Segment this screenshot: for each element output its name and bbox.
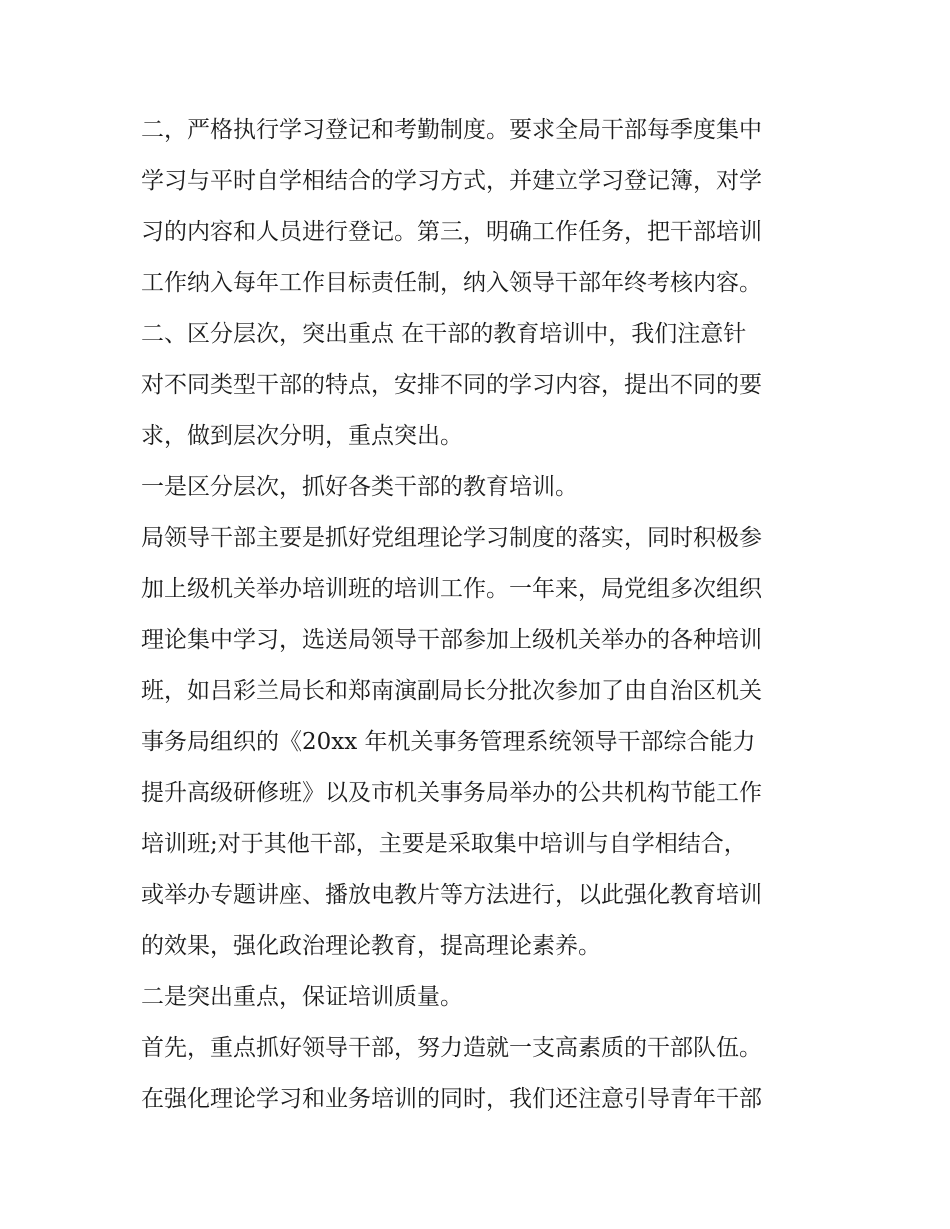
- text-line: 一是区分层次，抓好各类干部的教育培训。: [141, 474, 578, 500]
- text-line: 求，做到层次分明，重点突出。: [141, 423, 463, 449]
- text-line: 工作纳入每年工作目标责任制，纳入领导干部年终考核内容。: [141, 270, 762, 296]
- text-line: 或举办专题讲座、播放电教片等方法进行，以此强化教育培训: [141, 882, 762, 908]
- text-line: 加上级机关举办培训班的培训工作。一年来，局党组多次组织: [141, 576, 762, 602]
- text-line: 习的内容和人员进行登记。第三，明确工作任务，把干部培训: [141, 219, 762, 245]
- text-line: 班，如吕彩兰局长和郑南演副局长分批次参加了由自治区机关: [141, 678, 762, 704]
- text-line: 事务局组织的《20xx 年机关事务管理系统领导干部综合能力: [141, 729, 756, 755]
- text-line: 提升高级研修班》以及市机关事务局举办的公共机构节能工作: [141, 780, 762, 806]
- text-line: 二，严格执行学习登记和考勤制度。要求全局干部每季度集中: [141, 117, 762, 143]
- text-line: 的效果，强化政治理论教育，提高理论素养。: [141, 933, 601, 959]
- text-line: 学习与平时自学相结合的学习方式，并建立学习登记簿，对学: [141, 168, 762, 194]
- text-line: 二、区分层次，突出重点 在干部的教育培训中，我们注意针: [141, 321, 747, 347]
- text-line: 在强化理论学习和业务培训的同时，我们还注意引导青年干部: [141, 1086, 762, 1112]
- document-body: [141, 105, 821, 1125]
- text-line: 局领导干部主要是抓好党组理论学习制度的落实，同时积极参: [141, 525, 762, 551]
- text-line: 首先，重点抓好领导干部，努力造就一支高素质的干部队伍。: [141, 1035, 762, 1061]
- text-line: 二是突出重点，保证培训质量。: [141, 984, 463, 1010]
- text-line: 培训班;对于其他干部，主要是采取集中培训与自学相结合，: [141, 831, 747, 857]
- text-line: 理论集中学习，选送局领导干部参加上级机关举办的各种培训: [141, 627, 762, 653]
- text-line: 对不同类型干部的特点，安排不同的学习内容，提出不同的要: [141, 372, 762, 398]
